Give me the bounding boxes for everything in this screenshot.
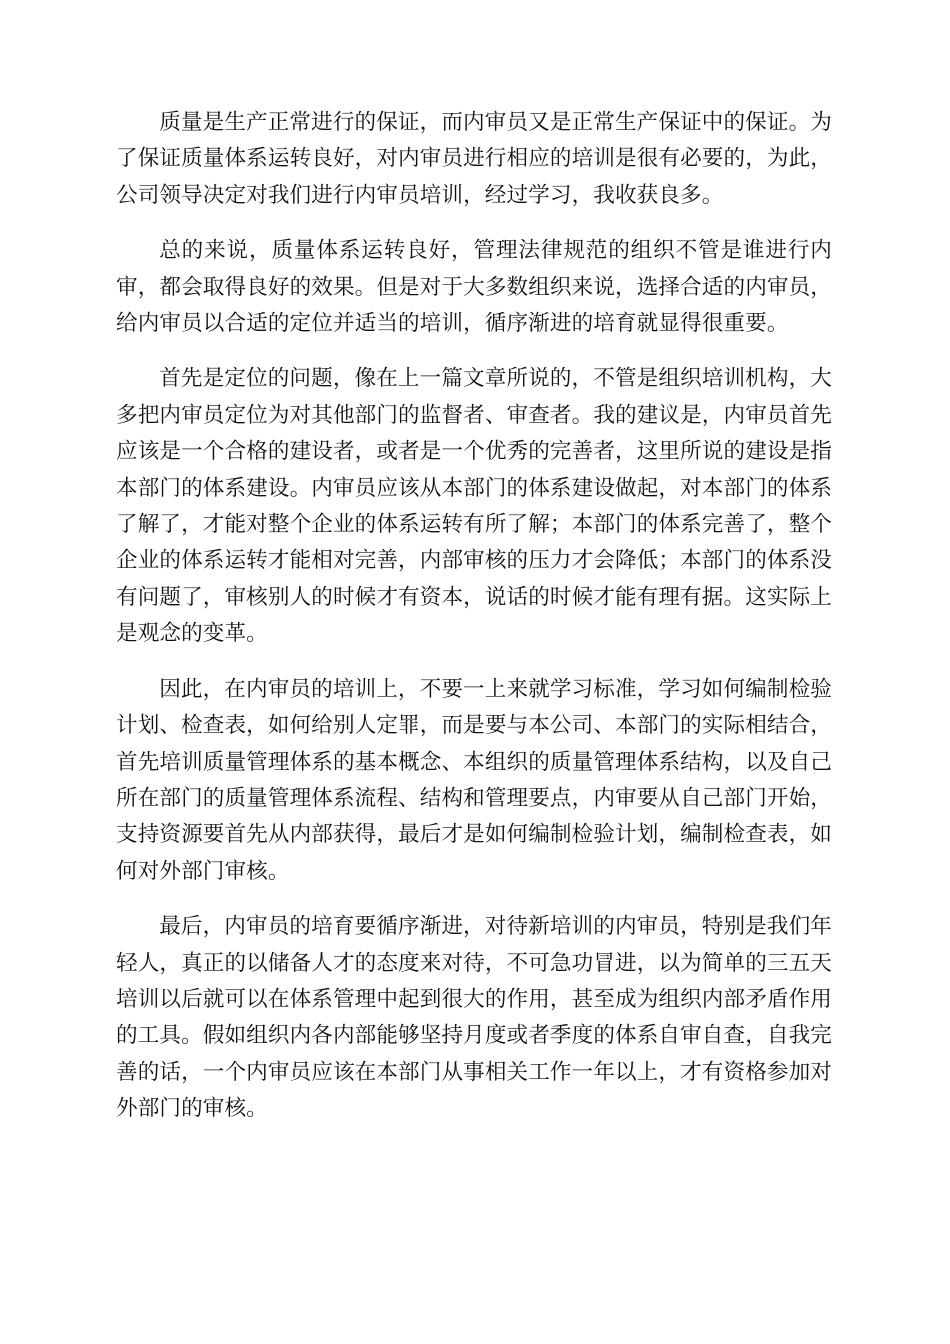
paragraph-3: 首先是定位的问题，像在上一篇文章所说的，不管是组织培训机构，大多把内审员定位为对其他部门的监督者、审查者。我的建议是，内审员首先应该是一个合格的建设者，或者是一个优秀的完善者，这里所说的建设是指本部门的体系建设。内审员应该从本部门的体系建设做起，对本部门的体系了解了，才能对整个企业的体系运转有所了解；本部门的体系完善了，整个企业的体系运转才能相对完善，内部审核的压力才会降低；本部门的体系没有问题了，审核别人的时候才有资本，说话的时候才能有理有据。这实际上是观念的变革。 [116,366,832,647]
paragraph-5: 最后，内审员的培育要循序渐进，对待新培训的内审员，特别是我们年轻人，真正的以储备人才的态度来对待，不可急功冒进，以为简单的三五天培训以后就可以在体系管理中起到很大的作用，甚至成为组织内部矛盾作用的工具。假如组织内各内部能够坚持月度或者季度的体系自审自查，自我完善的话，一个内审员应该在本部门从事相关工作一年以上，才有资格参加对外部门的审核。 [116,914,832,1122]
paragraph-4: 因此，在内审员的培训上，不要一上来就学习标准，学习如何编制检验计划、检查表，如何给别人定罪，而是要与本公司、本部门的实际相结合，首先培训质量管理体系的基本概念、本组织的质量管理体系结构，以及自己所在部门的质量管理体系流程、结构和管理要点，内审要从自己部门开始，支持资源要首先从内部获得，最后才是如何编制检验计划，编制检查表，如何对外部门审核。 [116,676,832,884]
paragraph-2: 总的来说，质量体系运转良好，管理法律规范的组织不管是谁进行内审，都会取得良好的效果。但是对于大多数组织来说，选择合适的内审员，给内审员以合适的定位并适当的培训，循序渐进的培育就显得很重要。 [116,238,832,337]
paragraph-1: 质量是生产正常进行的保证，而内审员又是正常生产保证中的保证。为了保证质量体系运转良好，对内审员进行相应的培训是很有必要的，为此，公司领导决定对我们进行内审员培训，经过学习，我收获良多。 [116,110,832,208]
